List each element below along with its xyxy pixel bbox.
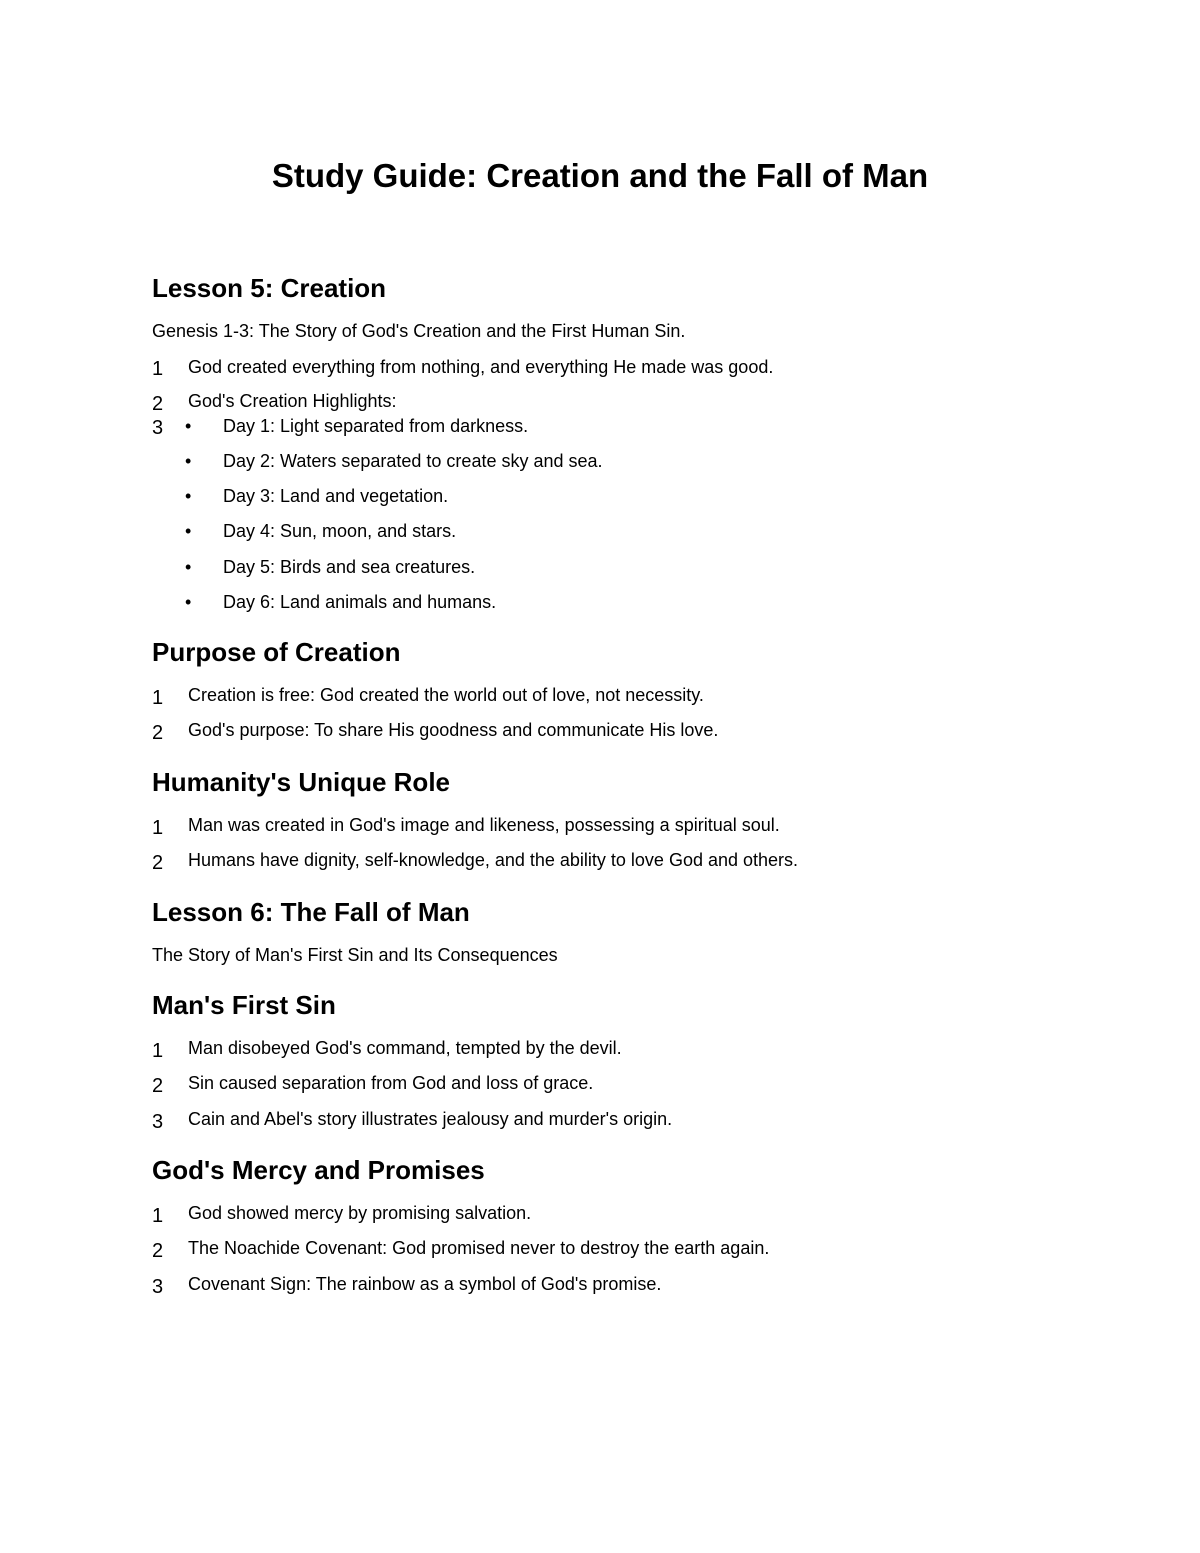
list-item-text: God's purpose: To share His goodness and communicate His love.: [188, 720, 719, 740]
list-number: 1: [152, 1205, 164, 1227]
list-item-text: Sin caused separation from God and loss of grace.: [188, 1073, 594, 1093]
list-number: 2: [152, 852, 164, 874]
bullet-item-text: Day 2: Waters separated to create sky and sea.: [223, 451, 603, 471]
list-number: 1: [152, 817, 164, 839]
purpose-heading: Purpose of Creation: [152, 637, 401, 667]
lesson5-intro: Genesis 1-3: The Story of God's Creation and the First Human Sin.: [152, 321, 686, 341]
list-item-text: God's Creation Highlights:: [188, 391, 397, 411]
mercy-heading: God's Mercy and Promises: [152, 1155, 485, 1185]
bullet-item-text: Day 6: Land animals and humans.: [223, 592, 497, 612]
lesson6-heading: Lesson 6: The Fall of Man: [152, 897, 470, 927]
list-item-text: Humans have dignity, self-knowledge, and the ability to love God and others.: [188, 850, 799, 870]
list-number: 3: [152, 417, 164, 439]
list-number: 2: [152, 1075, 164, 1097]
list-item-text: Man disobeyed God's command, tempted by the devil.: [188, 1038, 622, 1058]
list-number: 3: [152, 1276, 164, 1298]
list-number: 2: [152, 393, 164, 415]
list-item-text: Cain and Abel's story illustrates jealousy and murder's origin.: [188, 1109, 673, 1129]
list-number: 3: [152, 1111, 164, 1133]
list-number: 2: [152, 722, 164, 744]
bullet-item-text: Day 4: Sun, moon, and stars.: [223, 521, 457, 541]
bullet-icon: •: [185, 486, 192, 506]
lesson6-intro: The Story of Man's First Sin and Its Consequences: [152, 945, 558, 965]
bullet-icon: •: [185, 592, 192, 612]
lesson5-heading: Lesson 5: Creation: [152, 273, 387, 303]
list-item-text: Covenant Sign: The rainbow as a symbol of God's promise.: [188, 1274, 662, 1294]
bullet-icon: •: [185, 451, 192, 471]
humanity-heading: Humanity's Unique Role: [152, 767, 450, 797]
first-sin-heading: Man's First Sin: [152, 990, 336, 1020]
bullet-icon: •: [185, 521, 192, 541]
list-item-text: Creation is free: God created the world out of love, not necessity.: [188, 685, 704, 705]
list-number: 2: [152, 1240, 164, 1262]
bullet-item-text: Day 3: Land and vegetation.: [223, 486, 449, 506]
list-item-text: God showed mercy by promising salvation.: [188, 1203, 532, 1223]
list-number: 1: [152, 358, 164, 380]
bullet-icon: •: [185, 416, 192, 436]
list-item-text: God created everything from nothing, and everything He made was good.: [188, 357, 774, 377]
bullet-item-text: Day 1: Light separated from darkness.: [223, 416, 529, 436]
list-number: 1: [152, 687, 164, 709]
list-number: 1: [152, 1040, 164, 1062]
document-title: Study Guide: Creation and the Fall of Man: [271, 157, 929, 194]
bullet-item-text: Day 5: Birds and sea creatures.: [223, 557, 476, 577]
list-item-text: The Noachide Covenant: God promised never to destroy the earth again.: [188, 1238, 770, 1258]
bullet-icon: •: [185, 557, 192, 577]
list-item-text: Man was created in God's image and likeness, possessing a spiritual soul.: [188, 815, 780, 835]
